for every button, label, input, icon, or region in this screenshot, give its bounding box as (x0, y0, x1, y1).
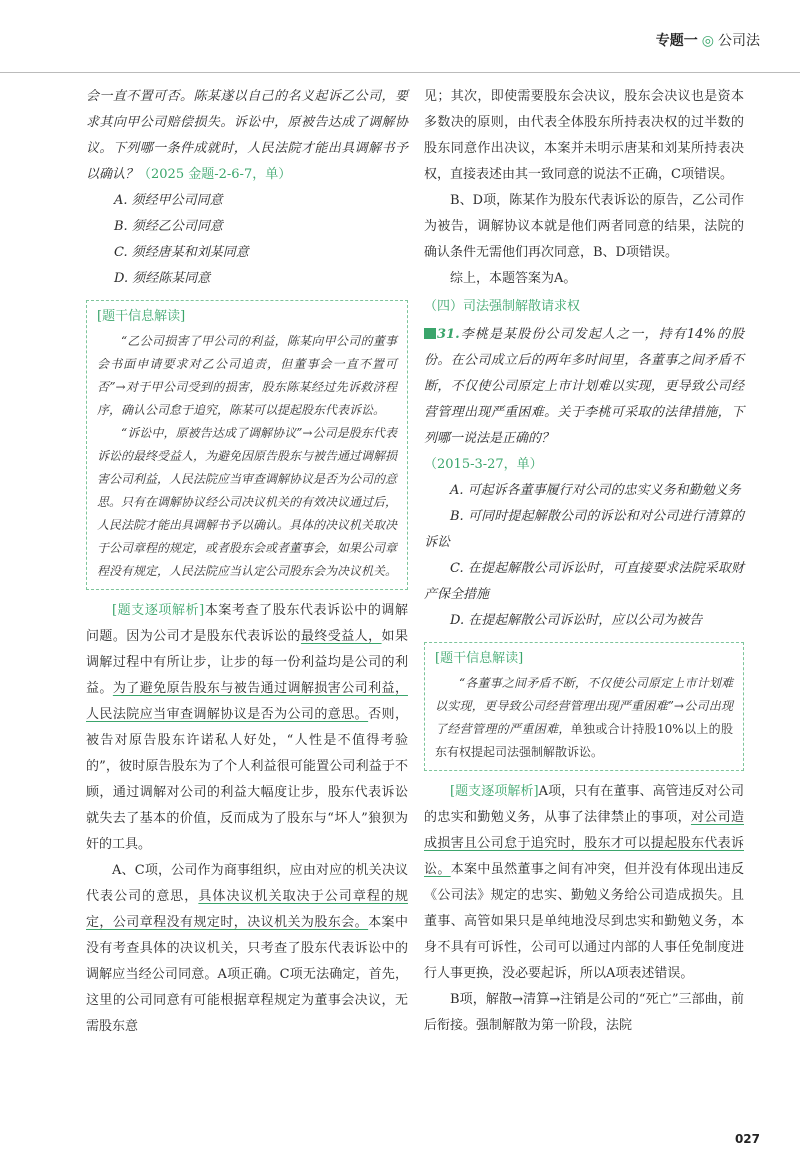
analysis-paragraph: B、D项，陈某作为股东代表诉讼的原告，乙公司作为被告，调解协议本就是他们两者同意的结果，法院的确认条件无需他们再次同意，B、D项错误。 (424, 193, 744, 260)
info-box-paragraph: “诉讼中，原被告达成了调解协议”→公司是股东代表诉讼的最终受益人，为避免因原告股东与被告通过调解损害公司利益，人民法院应当审查调解协议是否为公司的意思。只有在调解协议经公司决议机关的有效决议通过后，人民法院才能出具调解书予以确认。具体的决议机关取决于公司章程的规定，或者股东会或者董事会，如果公司章程没有规定，人民法院应当认定公司股东会为决议机关。 (97, 426, 398, 578)
question-number: 31. (437, 327, 460, 342)
underlined-text: 对公司造成损害且公司怠于追究时，股东才可以提起股东代表诉讼。 (424, 810, 744, 877)
underlined-text: 为了避免原告股东与被告通过调解损害公司利益，人民法院应当审查调解协议是否为公司的意思。 (86, 681, 408, 722)
analysis-paragraph: [题支逐项解析]A项，只有在董事、高管违反对公司的忠实和勤勉义务，从事了法律禁止的事项，对公司造成损害且公司怠于追究时，股东才可以提起股东代表诉讼。本案中虽然董事之间有冲突，但并没有体现出违反《公司法》规定的忠实、勤勉义务给公司造成损失。且董事、高管如果只是单纯地没尽到忠实和勤勉义务，本身不具有可诉性，公司可以通过内部的人事任免制度进行人事更换，没必要起诉，所以A项表述错误。 (424, 784, 744, 981)
option-c: C. 须经唐某和刘某同意 (114, 245, 249, 260)
question-31-stem: 31.李桃是某股份公司发起人之一，持有14%的股份。在公司成立后的两年多时间里，各董事之间矛盾不断，不仅使公司原定上市计划难以实现，更导致公司经营管理出现严重困难。关于李桃可采取的法律措施，下列哪一说法是正确的？ （2015-3-27，单） (424, 327, 744, 472)
option-d: D. 须经陈某同意 (114, 271, 211, 286)
analysis-tag: [题支逐项解析] (450, 784, 539, 799)
analysis-paragraph: A、C项，公司作为商事组织，应由对应的机关决议代表公司的意思，具体决议机关取决于公司章程的规定，公司章程没有规定时，决议机关为股东会。本案中没有考查具体的决议机关，只考查了股东代表诉讼中的调解应当经公司同意。A项正确。C项无法确定，首先，这里的公司同意有可能根据章程规定为董事会决议，无需股东意 (86, 863, 408, 1034)
option-c: C. 在提起解散公司诉讼时，可直接要求法院采取财产保全措施 (424, 561, 744, 602)
circle-bullet-icon: ◎ (701, 33, 714, 49)
underlined-text: 最终受益人， (300, 629, 382, 644)
info-box (86, 300, 408, 590)
analysis-tag: [题支逐项解析] (112, 603, 205, 618)
chapter-label: 专题一 (655, 33, 698, 49)
option-a: A. 可起诉各董事履行对公司的忠实义务和勤勉义务 (450, 483, 741, 498)
analysis-paragraph: 见；其次，即使需要股东会决议，股东会决议也是资本多数决的原则，由代表全体股东所持表决权的过半数的股东同意作出决议，本案并未明示唐某和刘某所持表决权，直接表述由其一致同意的说法不正确，C项错误。 (424, 89, 744, 182)
info-box (424, 642, 744, 771)
info-box-title: [题干信息解读] (435, 651, 524, 666)
option-a: A. 须经甲公司同意 (114, 193, 223, 208)
underlined-text: 具体决议机关取决于公司章程的规定，公司章程没有规定时，决议机关为股东会。 (86, 889, 408, 930)
question-stem-continued: 会一直不置可否。陈某遂以自己的名义起诉乙公司，要求其向甲公司赔偿损失。诉讼中，原被告达成了调解协议。下列哪一条件成就时，人民法院才能出具调解书予以确认？（2025 金题-2-6-7，单） (86, 89, 408, 182)
question-source: （2025 金题-2-6-7，单） (138, 167, 292, 182)
topic-label: 公司法 (718, 33, 760, 49)
info-box-paragraph: “各董事之间矛盾不断，不仅使公司原定上市计划难以实现，更导致公司经营管理出现严重困难”→公司出现了经营管理的严重困难，单独或合计持股10%以上的股东有权提起司法强制解散诉讼。 (435, 676, 733, 759)
left-column (86, 84, 408, 1040)
section-title: （四）司法强制解散请求权 (424, 299, 581, 314)
page-number: 027 (734, 1132, 760, 1146)
option-b: B. 可同时提起解散公司的诉讼和对公司进行清算的诉讼 (424, 509, 744, 550)
conclusion-paragraph: 综上，本题答案为A。 (450, 271, 577, 286)
question-marker-icon (424, 328, 436, 339)
options-list (424, 478, 744, 634)
info-box-title: [题干信息解读] (97, 309, 186, 324)
analysis-paragraph: [题支逐项解析]本案考查了股东代表诉讼中的调解问题。因为公司才是股东代表诉讼的最终受益人，如果调解过程中有所让步，让步的每一份利益均是公司的利益。为了避免原告股东与被告通过调解损害公司利益，人民法院应当审查调解协议是否为公司的意思。否则，被告对原告股东许诺私人好处，“人性是不值得考验的”，彼时原告股东为了个人利益很可能置公司利益于不顾，通过调解对公司的利益大幅度让步，股东代表诉讼就失去了基本的价值，反而成为了股东与“坏人”狼狈为奸的工具。 (86, 603, 408, 852)
right-column (424, 84, 744, 1039)
option-b: B. 须经乙公司同意 (114, 219, 223, 234)
question-source: （2015-3-27，单） (424, 457, 543, 472)
info-box-paragraph: “乙公司损害了甲公司的利益，陈某向甲公司的董事会书面申请要求对乙公司追责，但董事会一直不置可否”→对于甲公司受到的损害，股东陈某经过先诉救济程序，确认公司怠于追究，陈某可以提起股东代表诉讼。 (97, 334, 397, 417)
running-header (656, 30, 760, 50)
options-list (86, 188, 408, 292)
option-d: D. 在提起解散公司诉讼时，应以公司为被告 (450, 613, 703, 628)
analysis-paragraph: B项，解散→清算→注销是公司的“死亡”三部曲，前后衔接。强制解散为第一阶段，法院 (424, 992, 744, 1033)
